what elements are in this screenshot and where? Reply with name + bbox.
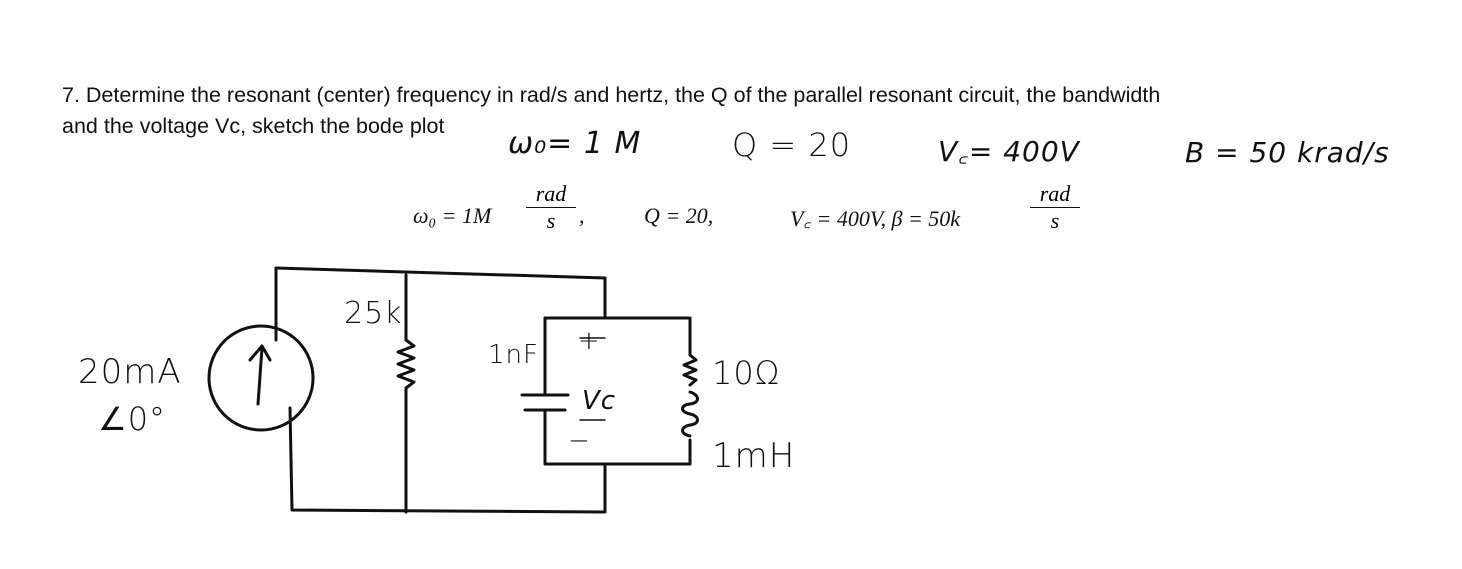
handwritten-bandwidth: B = 50 krad/s	[1185, 136, 1390, 169]
cap-bottom-wire	[545, 410, 690, 464]
vc-circuit-label: Vc	[582, 386, 617, 416]
q-equation: Q = 20,	[644, 203, 714, 228]
vc-plus-label: +	[578, 326, 601, 356]
inductor-resistor-symbol	[684, 355, 696, 385]
omega-fraction-numerator: rad	[526, 181, 576, 208]
handwritten-q: Q = 20	[732, 126, 852, 164]
lc-top-wire	[545, 318, 690, 355]
beta-fraction-denominator: s	[1050, 208, 1060, 233]
beta-fraction-numerator: rad	[1030, 181, 1080, 208]
problem-line-1: 7. Determine the resonant (center) frequency in rad/s and hertz, the Q of the parallel resonant circuit, the bandwidth	[62, 83, 1161, 107]
resistor-label: 25k	[344, 296, 403, 331]
handwritten-vc: V꜀= 400V	[938, 135, 1080, 168]
source-magnitude-label: 20mA	[78, 352, 182, 392]
inductor-symbol	[683, 392, 698, 436]
vc-minus-label: −	[568, 426, 591, 456]
omega-equation: ω₀ = 1M	[413, 203, 492, 228]
capacitor-label: 1nF	[488, 340, 539, 370]
inductor-resistance-label: 10Ω	[712, 354, 781, 392]
source-phase-label: ∠0°	[98, 400, 167, 438]
omega-fraction-denominator: s	[546, 208, 556, 233]
top-rail	[276, 268, 605, 278]
problem-line-2: and the voltage Vc, sketch the bode plot	[62, 114, 445, 138]
omega-comma: ,	[579, 203, 585, 228]
inductor-label: 1mH	[712, 436, 796, 476]
resistor-symbol	[398, 340, 414, 388]
current-source-arrow	[250, 346, 270, 404]
handwritten-omega: ω₀= 1 M	[508, 126, 642, 161]
vc-beta-equation: V꜀ = 400V, β = 50k	[790, 206, 961, 231]
bottom-rail	[290, 408, 605, 512]
